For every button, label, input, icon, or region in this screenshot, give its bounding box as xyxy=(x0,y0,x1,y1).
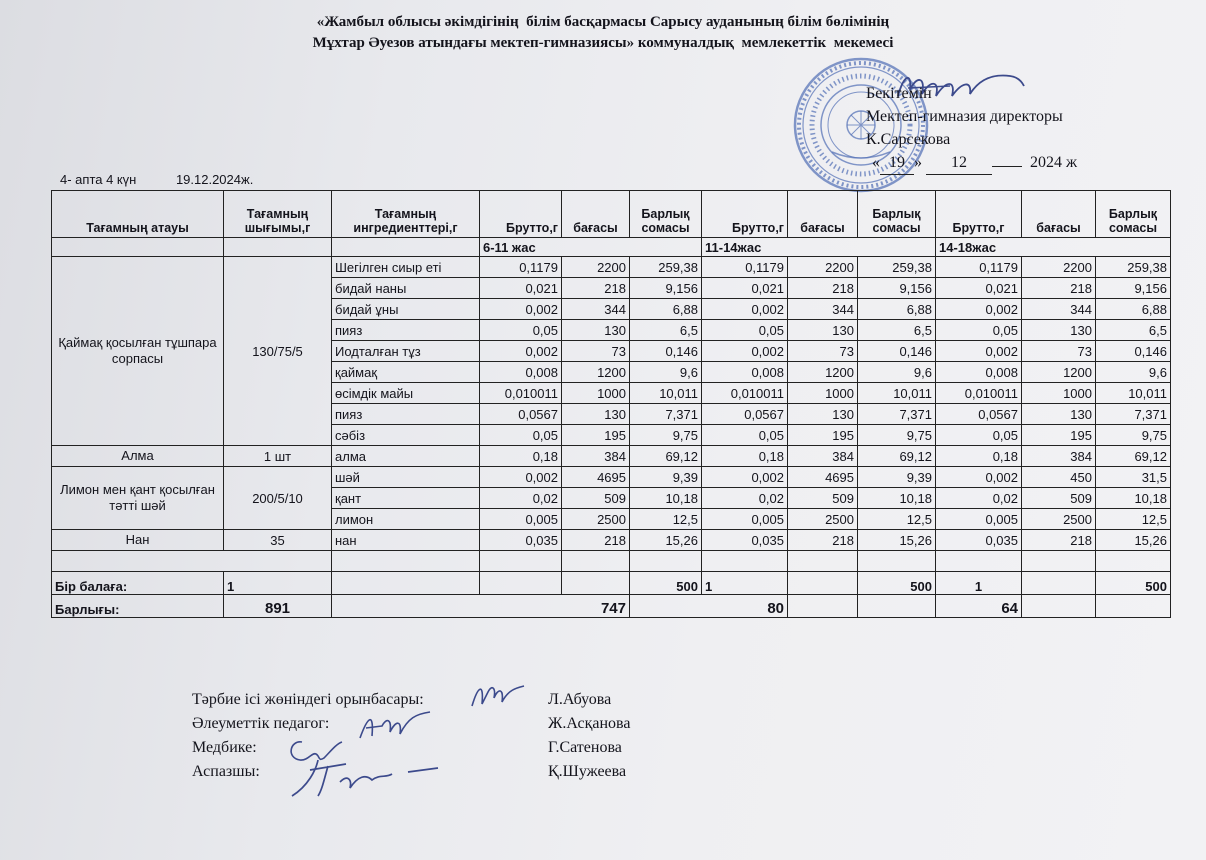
column-header: Тағамның ингредиенттері,г xyxy=(332,191,480,238)
table-cell: 0,1179 xyxy=(480,257,562,278)
ingredient-name: шәй xyxy=(332,467,480,488)
table-cell: 0,002 xyxy=(936,467,1022,488)
approval-day: 19 xyxy=(880,151,914,175)
column-header: бағасы xyxy=(788,191,858,238)
table-cell: 259,38 xyxy=(858,257,936,278)
table-body xyxy=(52,238,1171,618)
table-cell: 195 xyxy=(562,425,630,446)
table-cell: 7,371 xyxy=(858,404,936,425)
table-cell: 218 xyxy=(1022,278,1096,299)
column-header: Барлық сомасы xyxy=(1096,191,1171,238)
empty-row xyxy=(52,551,1171,572)
table-cell: 509 xyxy=(562,488,630,509)
column-header: Тағамның атауы xyxy=(52,191,224,238)
signature-role: Аспазшы: xyxy=(192,763,260,780)
table-cell: 9,6 xyxy=(630,362,702,383)
approval-block xyxy=(866,82,1077,175)
total-value: 80 xyxy=(630,595,788,618)
table-row xyxy=(52,257,1171,278)
table-cell: 69,12 xyxy=(1096,446,1171,467)
table-cell: 130 xyxy=(788,404,858,425)
ingredient-name: Шегілген сиыр еті xyxy=(332,257,480,278)
director-name: К.Сарсекова xyxy=(866,131,951,148)
header-line-2: Мұхтар Әуезов атындағы мектеп-гимназиясы» коммуналдық мемлекеттік мекемесі xyxy=(312,35,894,51)
ingredient-name: бидай ұны xyxy=(332,299,480,320)
director-position: Мектеп-гимназия директоры xyxy=(866,108,1063,125)
table-cell: 0,002 xyxy=(936,341,1022,362)
ingredient-name: қант xyxy=(332,488,480,509)
table-cell: 0,02 xyxy=(936,488,1022,509)
signature-name: Л.Абуова xyxy=(548,691,612,708)
table-cell: 130 xyxy=(1022,320,1096,341)
signature-row xyxy=(192,712,688,736)
table-cell: 509 xyxy=(788,488,858,509)
age-group-3: 14-18жас xyxy=(936,238,1171,257)
column-header: Тағамның шығымы,г xyxy=(224,191,332,238)
quote-open: « xyxy=(872,154,880,171)
table-cell: 0,035 xyxy=(480,530,562,551)
table-cell: 0,010011 xyxy=(702,383,788,404)
signature-name: Қ.Шужеева xyxy=(548,763,627,780)
header-line-1: «Жамбыл облысы әкімдігінің білім басқармасы Сарысу ауданының білім бөлімінің xyxy=(316,14,890,30)
table-cell: 9,75 xyxy=(1096,425,1171,446)
column-header: Брутто,г xyxy=(936,191,1022,238)
table-cell: 6,5 xyxy=(858,320,936,341)
table-cell: 1000 xyxy=(1022,383,1096,404)
per-child-label: Бір балаға: xyxy=(52,572,224,595)
table-cell: 0,035 xyxy=(702,530,788,551)
table-row xyxy=(52,467,1171,488)
table-cell: 0,1179 xyxy=(702,257,788,278)
table-cell: 0,18 xyxy=(936,446,1022,467)
table-cell: 1200 xyxy=(788,362,858,383)
dish-name: Нан xyxy=(52,530,224,551)
table-cell: 9,156 xyxy=(630,278,702,299)
table-cell: 0,002 xyxy=(480,341,562,362)
table-cell: 10,18 xyxy=(858,488,936,509)
table-cell: 9,156 xyxy=(858,278,936,299)
table-cell: 12,5 xyxy=(1096,509,1171,530)
table-row xyxy=(52,446,1171,467)
column-header: Брутто,г xyxy=(702,191,788,238)
table-cell: 2500 xyxy=(788,509,858,530)
table-cell: 259,38 xyxy=(1096,257,1171,278)
table-cell: 9,6 xyxy=(858,362,936,383)
approval-year: 2024 ж xyxy=(1030,154,1078,171)
table-cell: 0,005 xyxy=(702,509,788,530)
table-cell: 130 xyxy=(562,320,630,341)
table-cell: 0,021 xyxy=(936,278,1022,299)
handwritten-signature-icon xyxy=(356,708,436,744)
ingredient-name: пияз xyxy=(332,404,480,425)
total-row xyxy=(52,595,1171,618)
table-cell: 2500 xyxy=(562,509,630,530)
table-cell: 6,88 xyxy=(630,299,702,320)
signature-name: Г.Сатенова xyxy=(548,739,622,756)
table-cell: 15,26 xyxy=(1096,530,1171,551)
table-cell: 509 xyxy=(1022,488,1096,509)
ingredient-name: қаймақ xyxy=(332,362,480,383)
per-child-sum: 500 xyxy=(858,572,936,595)
table-cell: 344 xyxy=(1022,299,1096,320)
table-cell: 12,5 xyxy=(630,509,702,530)
table-cell: 2500 xyxy=(1022,509,1096,530)
table-cell: 0,0567 xyxy=(480,404,562,425)
signature-row xyxy=(192,688,688,712)
table-cell: 6,88 xyxy=(858,299,936,320)
table-cell: 9,39 xyxy=(858,467,936,488)
ingredient-name: сәбіз xyxy=(332,425,480,446)
quote-close: » xyxy=(914,154,922,171)
table-cell: 1200 xyxy=(1022,362,1096,383)
ingredient-name: нан xyxy=(332,530,480,551)
table-cell: 0,0567 xyxy=(702,404,788,425)
table-cell: 0,02 xyxy=(480,488,562,509)
table-cell: 0,010011 xyxy=(480,383,562,404)
table-row xyxy=(52,530,1171,551)
dish-yield: 1 шт xyxy=(224,446,332,467)
ingredient-name: алма xyxy=(332,446,480,467)
table-cell: 0,146 xyxy=(1096,341,1171,362)
ingredient-name: пияз xyxy=(332,320,480,341)
per-child-sum: 500 xyxy=(1096,572,1171,595)
table-cell: 450 xyxy=(1022,467,1096,488)
table-cell: 10,011 xyxy=(858,383,936,404)
signature-name: Ж.Асқанова xyxy=(548,715,631,732)
total-value: 891 xyxy=(224,595,332,618)
document-header xyxy=(0,12,1206,54)
table-cell: 0,021 xyxy=(480,278,562,299)
table-cell: 2200 xyxy=(1022,257,1096,278)
table-cell: 2200 xyxy=(562,257,630,278)
approval-date xyxy=(866,151,1077,175)
table-cell: 12,5 xyxy=(858,509,936,530)
approved-label: Бекітемін xyxy=(866,85,932,102)
handwritten-signature-icon xyxy=(288,756,448,800)
total-value: 64 xyxy=(936,595,1022,618)
table-cell: 259,38 xyxy=(630,257,702,278)
table-cell: 0,002 xyxy=(480,467,562,488)
table-cell: 9,75 xyxy=(858,425,936,446)
table-cell: 384 xyxy=(788,446,858,467)
table-cell: 218 xyxy=(562,278,630,299)
dish-name: Лимон мен қант қосылған тәтті шәй xyxy=(52,467,224,530)
table-cell: 130 xyxy=(562,404,630,425)
table-cell: 31,5 xyxy=(1096,467,1171,488)
table-cell: 6,5 xyxy=(630,320,702,341)
table-cell: 0,18 xyxy=(702,446,788,467)
age-group-2: 11-14жас xyxy=(702,238,936,257)
table-cell: 0,002 xyxy=(480,299,562,320)
ingredient-name: өсімдік майы xyxy=(332,383,480,404)
table-cell: 15,26 xyxy=(630,530,702,551)
ingredient-name: лимон xyxy=(332,509,480,530)
table-cell: 1200 xyxy=(562,362,630,383)
table-cell: 10,011 xyxy=(1096,383,1171,404)
column-header: бағасы xyxy=(1022,191,1096,238)
table-cell: 69,12 xyxy=(630,446,702,467)
table-cell: 0,05 xyxy=(702,320,788,341)
table-cell: 10,011 xyxy=(630,383,702,404)
table-cell: 73 xyxy=(788,341,858,362)
month-line xyxy=(992,166,1022,167)
menu-table xyxy=(51,190,1171,618)
table-cell: 344 xyxy=(788,299,858,320)
ingredient-name: бидай наны xyxy=(332,278,480,299)
table-cell: 218 xyxy=(788,530,858,551)
age-group-1: 6-11 жас xyxy=(480,238,702,257)
table-cell: 195 xyxy=(1022,425,1096,446)
table-cell: 0,002 xyxy=(936,299,1022,320)
table-cell: 0,05 xyxy=(702,425,788,446)
dish-yield: 200/5/10 xyxy=(224,467,332,530)
table-cell: 69,12 xyxy=(858,446,936,467)
table-cell: 0,005 xyxy=(936,509,1022,530)
table-cell: 6,5 xyxy=(1096,320,1171,341)
signature-role: Әлеуметтік педагог: xyxy=(192,715,330,732)
table-cell: 0,146 xyxy=(858,341,936,362)
column-header: бағасы xyxy=(562,191,630,238)
table-cell: 218 xyxy=(562,530,630,551)
age-groups-row xyxy=(52,238,1171,257)
table-cell: 6,88 xyxy=(1096,299,1171,320)
table-cell: 0,02 xyxy=(702,488,788,509)
table-cell: 1000 xyxy=(788,383,858,404)
table-cell: 0,05 xyxy=(480,320,562,341)
dish-name: Алма xyxy=(52,446,224,467)
table-cell: 9,6 xyxy=(1096,362,1171,383)
table-cell: 218 xyxy=(1022,530,1096,551)
signature-role: Тәрбие ісі жөніндегі орынбасары: xyxy=(192,691,424,708)
table-cell: 9,75 xyxy=(630,425,702,446)
per-child-count: 1 xyxy=(224,572,332,595)
table-cell: 0,05 xyxy=(936,320,1022,341)
table-cell: 0,0567 xyxy=(936,404,1022,425)
table-cell: 4695 xyxy=(788,467,858,488)
table-cell: 10,18 xyxy=(1096,488,1171,509)
menu-date: 19.12.2024ж. xyxy=(175,172,254,187)
table-cell: 0,146 xyxy=(630,341,702,362)
table-cell: 0,010011 xyxy=(936,383,1022,404)
table-cell: 0,005 xyxy=(480,509,562,530)
table-cell: 15,26 xyxy=(858,530,936,551)
table-cell: 0,18 xyxy=(480,446,562,467)
table-cell: 73 xyxy=(1022,341,1096,362)
per-child-count: 1 xyxy=(702,572,788,595)
table-cell: 2200 xyxy=(788,257,858,278)
column-header: Барлық сомасы xyxy=(858,191,936,238)
table-cell: 0,008 xyxy=(936,362,1022,383)
table-cell: 195 xyxy=(788,425,858,446)
table-cell: 7,371 xyxy=(630,404,702,425)
per-child-count: 1 xyxy=(936,572,1022,595)
table-cell: 0,002 xyxy=(702,299,788,320)
ingredient-name: Иодталған тұз xyxy=(332,341,480,362)
table-cell: 218 xyxy=(788,278,858,299)
column-header: Барлық сомасы xyxy=(630,191,702,238)
table-cell: 0,035 xyxy=(936,530,1022,551)
table-cell: 10,18 xyxy=(630,488,702,509)
table-cell: 7,371 xyxy=(1096,404,1171,425)
total-label: Барлығы: xyxy=(52,595,224,618)
table-cell: 130 xyxy=(1022,404,1096,425)
per-child-row xyxy=(52,572,1171,595)
table-cell: 384 xyxy=(562,446,630,467)
table-cell: 0,021 xyxy=(702,278,788,299)
handwritten-signature-icon xyxy=(468,680,528,712)
table-cell: 0,002 xyxy=(702,467,788,488)
dish-name: Қаймақ қосылған тұшпара сорпасы xyxy=(52,257,224,446)
week-day: 4- апта 4 күн xyxy=(60,172,137,187)
column-header: Брутто,г xyxy=(480,191,562,238)
table-cell: 0,05 xyxy=(480,425,562,446)
table-cell: 9,156 xyxy=(1096,278,1171,299)
table-cell: 384 xyxy=(1022,446,1096,467)
table-cell: 0,05 xyxy=(936,425,1022,446)
menu-meta xyxy=(60,172,289,187)
table-cell: 130 xyxy=(788,320,858,341)
table-header-row xyxy=(52,191,1171,238)
table-cell: 0,008 xyxy=(480,362,562,383)
table-cell: 344 xyxy=(562,299,630,320)
total-value: 747 xyxy=(332,595,630,618)
approval-month: 12 xyxy=(926,151,992,175)
table-cell: 0,1179 xyxy=(936,257,1022,278)
per-child-sum: 500 xyxy=(630,572,702,595)
table-cell: 4695 xyxy=(562,467,630,488)
table-cell: 0,008 xyxy=(702,362,788,383)
dish-yield: 130/75/5 xyxy=(224,257,332,446)
table-cell: 73 xyxy=(562,341,630,362)
table-cell: 1000 xyxy=(562,383,630,404)
dish-yield: 35 xyxy=(224,530,332,551)
signature-role: Медбике: xyxy=(192,739,257,756)
table-cell: 0,002 xyxy=(702,341,788,362)
table-cell: 9,39 xyxy=(630,467,702,488)
